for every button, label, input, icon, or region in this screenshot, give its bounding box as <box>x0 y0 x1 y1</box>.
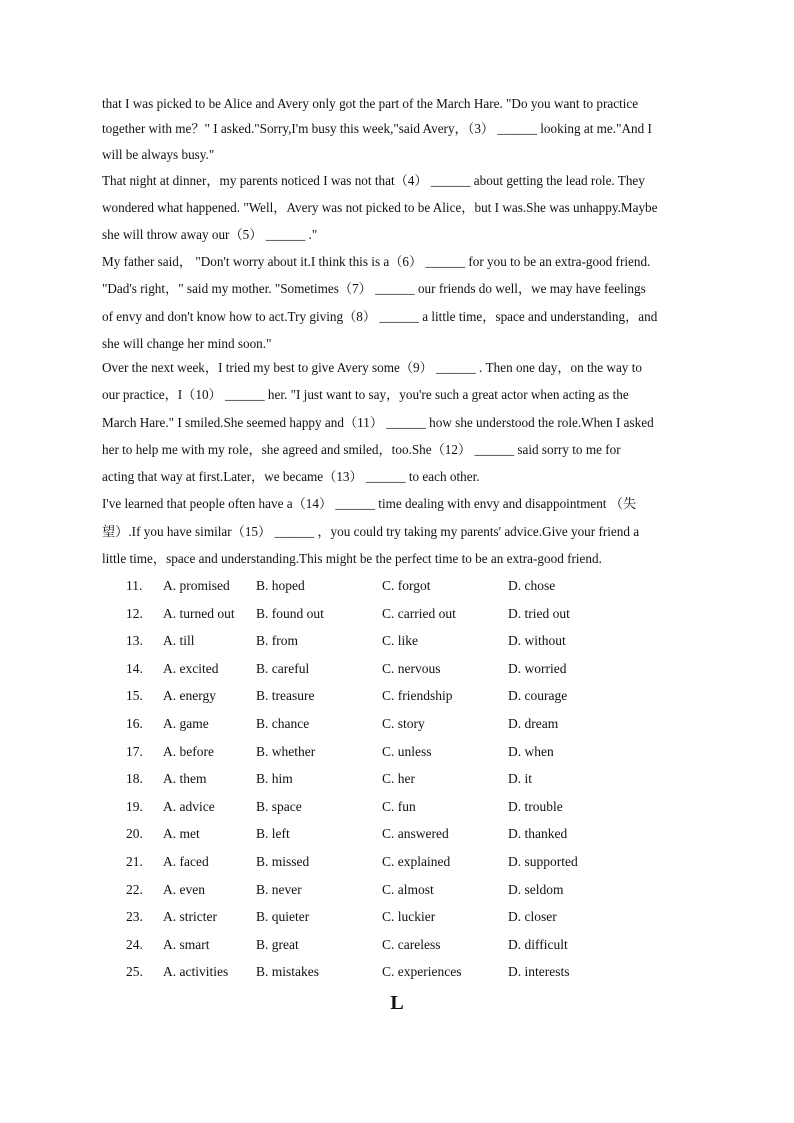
option-b[interactable]: B. mistakes <box>256 964 319 979</box>
question-number: 16. <box>126 716 143 731</box>
option-d[interactable]: D. thanked <box>508 826 568 841</box>
option-b[interactable]: B. careful <box>256 661 310 676</box>
option-c[interactable]: C. experiences <box>382 964 462 979</box>
option-d[interactable]: D. supported <box>508 854 578 869</box>
passage-line: will be always busy." <box>102 147 215 162</box>
option-c[interactable]: C. carried out <box>382 606 456 621</box>
option-c[interactable]: C. like <box>382 633 418 648</box>
passage-line: March Hare." I smiled.She seemed happy and（11） ______ how she understood the role.When I asked <box>102 415 654 430</box>
option-b[interactable]: B. hoped <box>256 578 305 593</box>
option-a[interactable]: A. till <box>163 633 195 648</box>
option-c[interactable]: C. explained <box>382 854 451 869</box>
option-d[interactable]: D. when <box>508 744 554 759</box>
option-d[interactable]: D. tried out <box>508 606 570 621</box>
option-b[interactable]: B. whether <box>256 744 316 759</box>
question-number: 19. <box>126 799 143 814</box>
option-d[interactable]: D. without <box>508 633 566 648</box>
option-b[interactable]: B. space <box>256 799 302 814</box>
option-a[interactable]: A. faced <box>163 854 209 869</box>
option-c[interactable]: C. almost <box>382 882 434 897</box>
option-b[interactable]: B. from <box>256 633 298 648</box>
option-a[interactable]: A. before <box>163 744 214 759</box>
question-number: 12. <box>126 606 143 621</box>
option-c[interactable]: C. forgot <box>382 578 431 593</box>
option-d[interactable]: D. trouble <box>508 799 563 814</box>
option-c[interactable]: C. her <box>382 771 415 786</box>
question-number: 25. <box>126 964 143 979</box>
option-b[interactable]: B. chance <box>256 716 310 731</box>
option-a[interactable]: A. energy <box>163 688 216 703</box>
option-d[interactable]: D. seldom <box>508 882 564 897</box>
passage-line: That night at dinner，my parents noticed I was not that（4） ______ about getting the lead role. They <box>102 173 645 188</box>
option-a[interactable]: A. smart <box>163 937 210 952</box>
passage-line: she will throw away our（5） ______ ." <box>102 227 318 242</box>
option-c[interactable]: C. fun <box>382 799 416 814</box>
option-b[interactable]: B. left <box>256 826 290 841</box>
option-b[interactable]: B. found out <box>256 606 324 621</box>
option-d[interactable]: D. worried <box>508 661 567 676</box>
footer-mark: L <box>390 992 404 1014</box>
question-number: 11. <box>126 578 143 593</box>
option-d[interactable]: D. difficult <box>508 937 568 952</box>
passage-line: 望）.If you have similar（15） ______ ，you could try taking my parents' advice.Give your friend a <box>102 524 640 539</box>
option-b[interactable]: B. treasure <box>256 688 315 703</box>
option-b[interactable]: B. never <box>256 882 302 897</box>
question-number: 22. <box>126 882 143 897</box>
option-d[interactable]: D. closer <box>508 909 557 924</box>
option-b[interactable]: B. missed <box>256 854 310 869</box>
passage-line: "Dad's right，" said my mother. "Sometimes（7） ______ our friends do well，we may have feelings <box>102 281 646 296</box>
passage-line: that I was picked to be Alice and Avery only got the part of the March Hare. "Do you want to practice <box>102 96 639 111</box>
passage-line: acting that way at first.Later，we became（13） ______ to each other. <box>102 469 480 484</box>
question-number: 17. <box>126 744 143 759</box>
option-a[interactable]: A. game <box>163 716 209 731</box>
question-number: 21. <box>126 854 143 869</box>
passage-line: together with me？" I asked."Sorry,I'm busy this week,"said Avery，（3） ______ looking at me."And I <box>102 121 652 136</box>
passage-line: her to help me with my role，she agreed and smiled，too.She（12） ______ said sorry to me for <box>102 442 621 457</box>
option-a[interactable]: A. excited <box>163 661 219 676</box>
option-d[interactable]: D. it <box>508 771 533 786</box>
option-d[interactable]: D. interests <box>508 964 570 979</box>
question-number: 18. <box>126 771 143 786</box>
option-d[interactable]: D. courage <box>508 688 568 703</box>
question-number: 20. <box>126 826 143 841</box>
question-number: 14. <box>126 661 143 676</box>
option-c[interactable]: C. answered <box>382 826 449 841</box>
question-number: 23. <box>126 909 143 924</box>
option-c[interactable]: C. unless <box>382 744 432 759</box>
option-d[interactable]: D. chose <box>508 578 556 593</box>
passage-line: of envy and don't know how to act.Try giving（8） ______ a little time，space and understanding，and <box>102 309 658 324</box>
option-c[interactable]: C. luckier <box>382 909 436 924</box>
option-b[interactable]: B. him <box>256 771 293 786</box>
passage-line: she will change her mind soon." <box>102 336 272 351</box>
passage-line: My father said， "Don't worry about it.I think this is a（6） ______ for you to be an extra-good friend. <box>102 254 651 269</box>
option-c[interactable]: C. story <box>382 716 425 731</box>
passage-line: wondered what happened. "Well，Avery was not picked to be Alice，but I was.She was unhappy.Maybe <box>102 200 658 215</box>
option-b[interactable]: B. great <box>256 937 299 952</box>
option-d[interactable]: D. dream <box>508 716 559 731</box>
option-c[interactable]: C. friendship <box>382 688 453 703</box>
option-a[interactable]: A. them <box>163 771 207 786</box>
option-c[interactable]: C. careless <box>382 937 441 952</box>
option-a[interactable]: A. met <box>163 826 200 841</box>
option-a[interactable]: A. promised <box>163 578 230 593</box>
option-a[interactable]: A. stricter <box>163 909 217 924</box>
passage-line: little time，space and understanding.This might be the perfect time to be an extra-good friend. <box>102 551 602 566</box>
option-b[interactable]: B. quieter <box>256 909 310 924</box>
option-a[interactable]: A. activities <box>163 964 229 979</box>
question-number: 15. <box>126 688 143 703</box>
passage-line: Over the next week，I tried my best to give Avery some（9） ______ . Then one day，on the way to <box>102 360 642 375</box>
option-a[interactable]: A. even <box>163 882 205 897</box>
passage-line: I've learned that people often have a（14） ______ time dealing with envy and disappointment （失 <box>102 496 637 511</box>
question-number: 13. <box>126 633 143 648</box>
question-number: 24. <box>126 937 143 952</box>
option-a[interactable]: A. advice <box>163 799 215 814</box>
option-c[interactable]: C. nervous <box>382 661 441 676</box>
passage-line: our practice，I（10） ______ her. "I just want to say，you're such a great actor when acting as the <box>102 387 629 402</box>
option-a[interactable]: A. turned out <box>163 606 235 621</box>
